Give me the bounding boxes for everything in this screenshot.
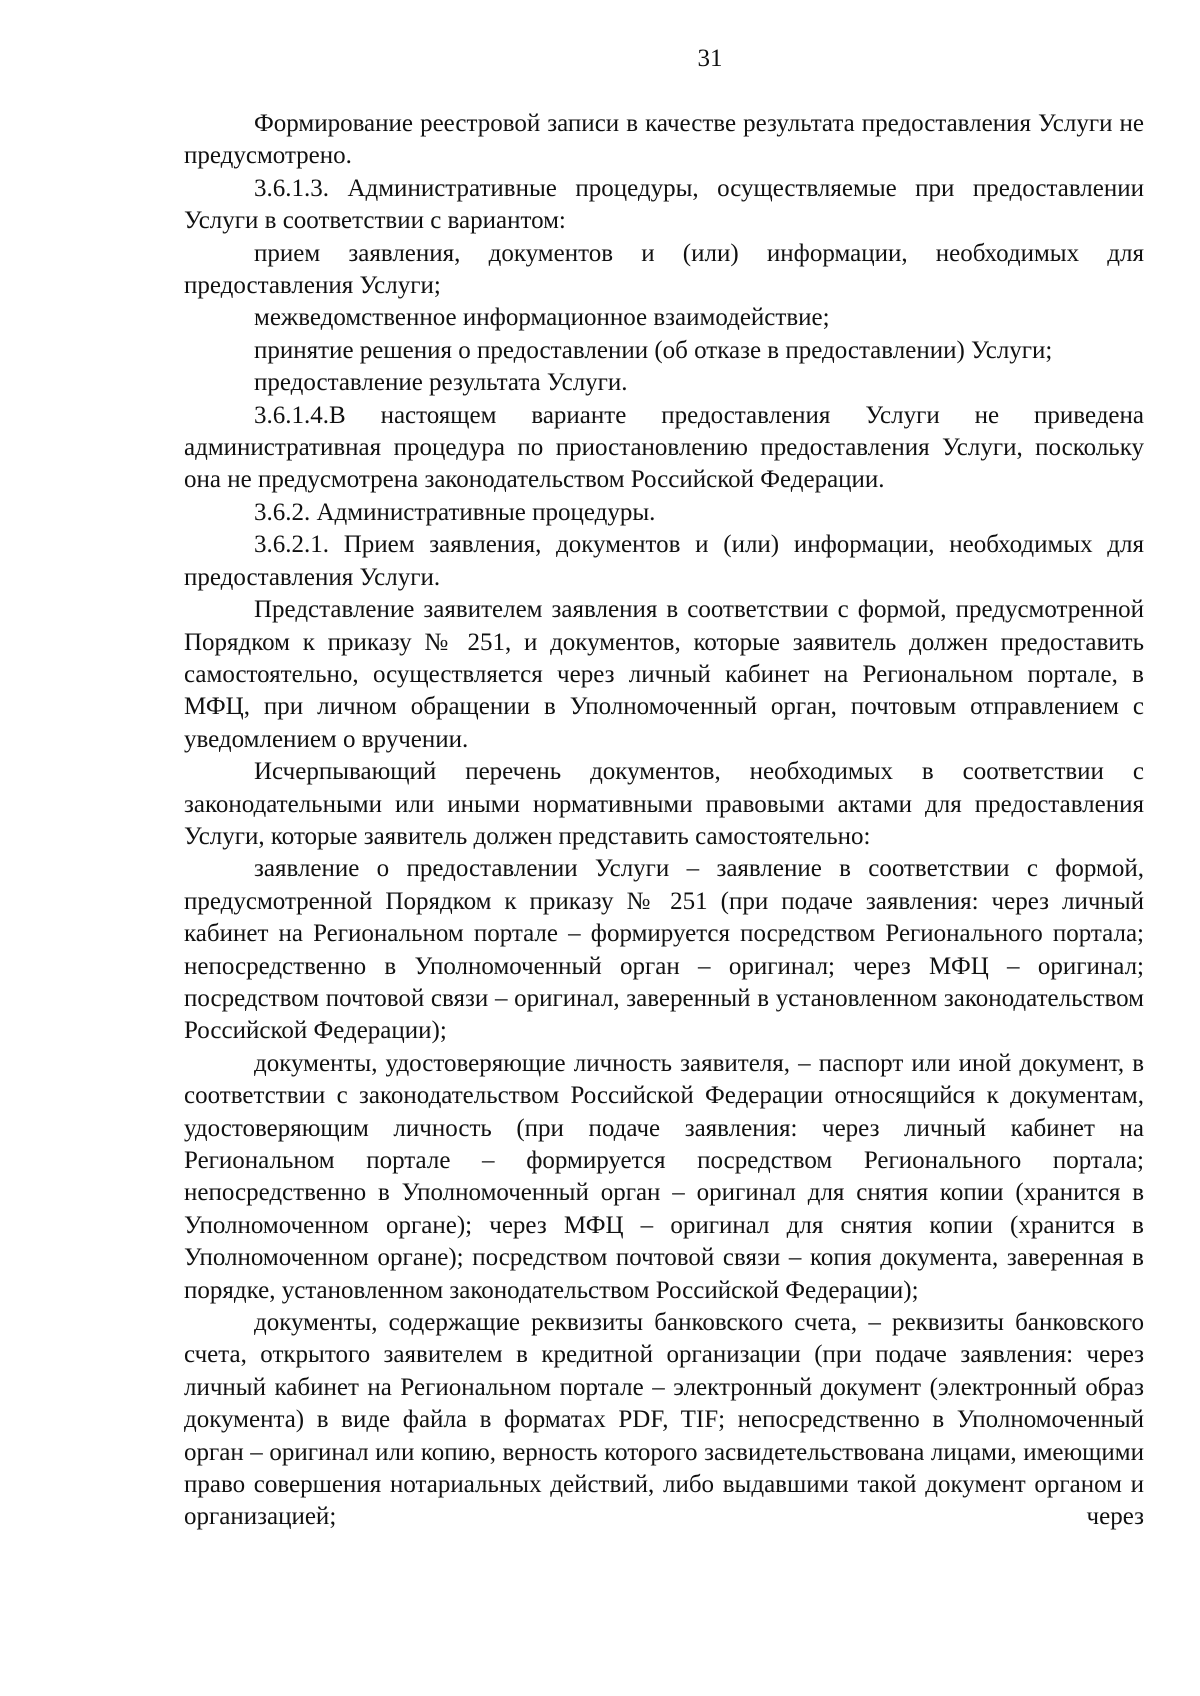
section-heading-3-6-2: 3.6.2. Административные процедуры.	[254, 498, 656, 526]
paragraph-submission-methods: Представление заявителем заявления в соответствии с формой, предусмотренной Порядком к приказу № 251, и документов, которые заявитель должен предоставить самостоятельно, осуществляется через личный кабинет на Региональном портале, в МФЦ, при личном обращении в Уполномоченный орган, почтовым отправлением с уведомлением о вручении.	[184, 596, 1144, 753]
list-item-result-delivery: предоставление результата Услуги.	[254, 369, 628, 397]
list-item-identity-documents: документы, удостоверяющие личность заявителя, – паспорт или иной документ, в соответствии с законодательством Российской Федерации относящийся к документам, удостоверяющим личность (при подаче заявления: через личный кабинет на Региональном портале – формируется посредством Регионального портала; непосредственно в Уполномоченный орган – оригинал для снятия копии (хранится в Уполномоченном органе); через МФЦ – оригинал для снятия копии (хранится в Уполномоченном органе); посредством почтовой связи – копия документа, заверенная в порядке, установленном законодательством Российской Федерации);	[184, 1049, 1144, 1304]
list-item-interagency-interaction: межведомственное информационное взаимодействие;	[254, 304, 830, 332]
list-item-application-form: заявление о предоставлении Услуги – заявление в соответствии с формой, предусмотренной Порядком к приказу № 251 (при подаче заявления: через личный кабинет на Региональном портале – формируется посредством Регионального портала; непосредственно в Уполномоченный орган – оригинал; через МФЦ – оригинал; посредством почтовой связи – оригинал, заверенный в установленном законодательством Российской Федерации);	[184, 855, 1144, 1045]
list-item-bank-details: документы, содержащие реквизиты банковского счета, – реквизиты банковского счета, открытого заявителем в кредитной организации (при подаче заявления: через личный кабинет на Региональном портале – электронный документ (электронный образ документа) в виде файла в форматах PDF, TIF; непосредственно в Уполномоченный орган – оригинал или копию, верность которого засвидетельствована лицами, имеющими право совершения нотариальных действий, либо выдавшими такой документ органом и организацией; через	[184, 1309, 1144, 1531]
paragraph-registry-record: Формирование реестровой записи в качестве результата предоставления Услуги не предусмотрено.	[184, 110, 1144, 170]
list-item-decision-making: принятие решения о предоставлении (об отказе в предоставлении) Услуги;	[254, 336, 1053, 364]
page-number: 31	[697, 45, 723, 72]
paragraph-required-documents: Исчерпывающий перечень документов, необходимых в соответствии с законодательными или иными нормативными правовыми актами для предоставления Услуги, которые заявитель должен представить самостоятельно:	[184, 758, 1144, 850]
list-item-application-intake: прием заявления, документов и (или) информации, необходимых для предоставления Услуги;	[184, 239, 1144, 300]
paragraph-3-6-1-4: 3.6.1.4.В настоящем варианте предоставления Услуги не приведена административная процедура по приостановлению предоставления Услуги, поскольку она не предусмотрена законодательством Российской Федерации.	[184, 401, 1144, 494]
paragraph-3-6-2-1: 3.6.2.1. Прием заявления, документов и (или) информации, необходимых для предоставления Услуги.	[184, 531, 1144, 591]
paragraph-3-6-1-3: 3.6.1.3. Административные процедуры, осуществляемые при предоставлении Услуги в соответствии с вариантом:	[184, 174, 1144, 235]
document-body	[184, 108, 1144, 1534]
